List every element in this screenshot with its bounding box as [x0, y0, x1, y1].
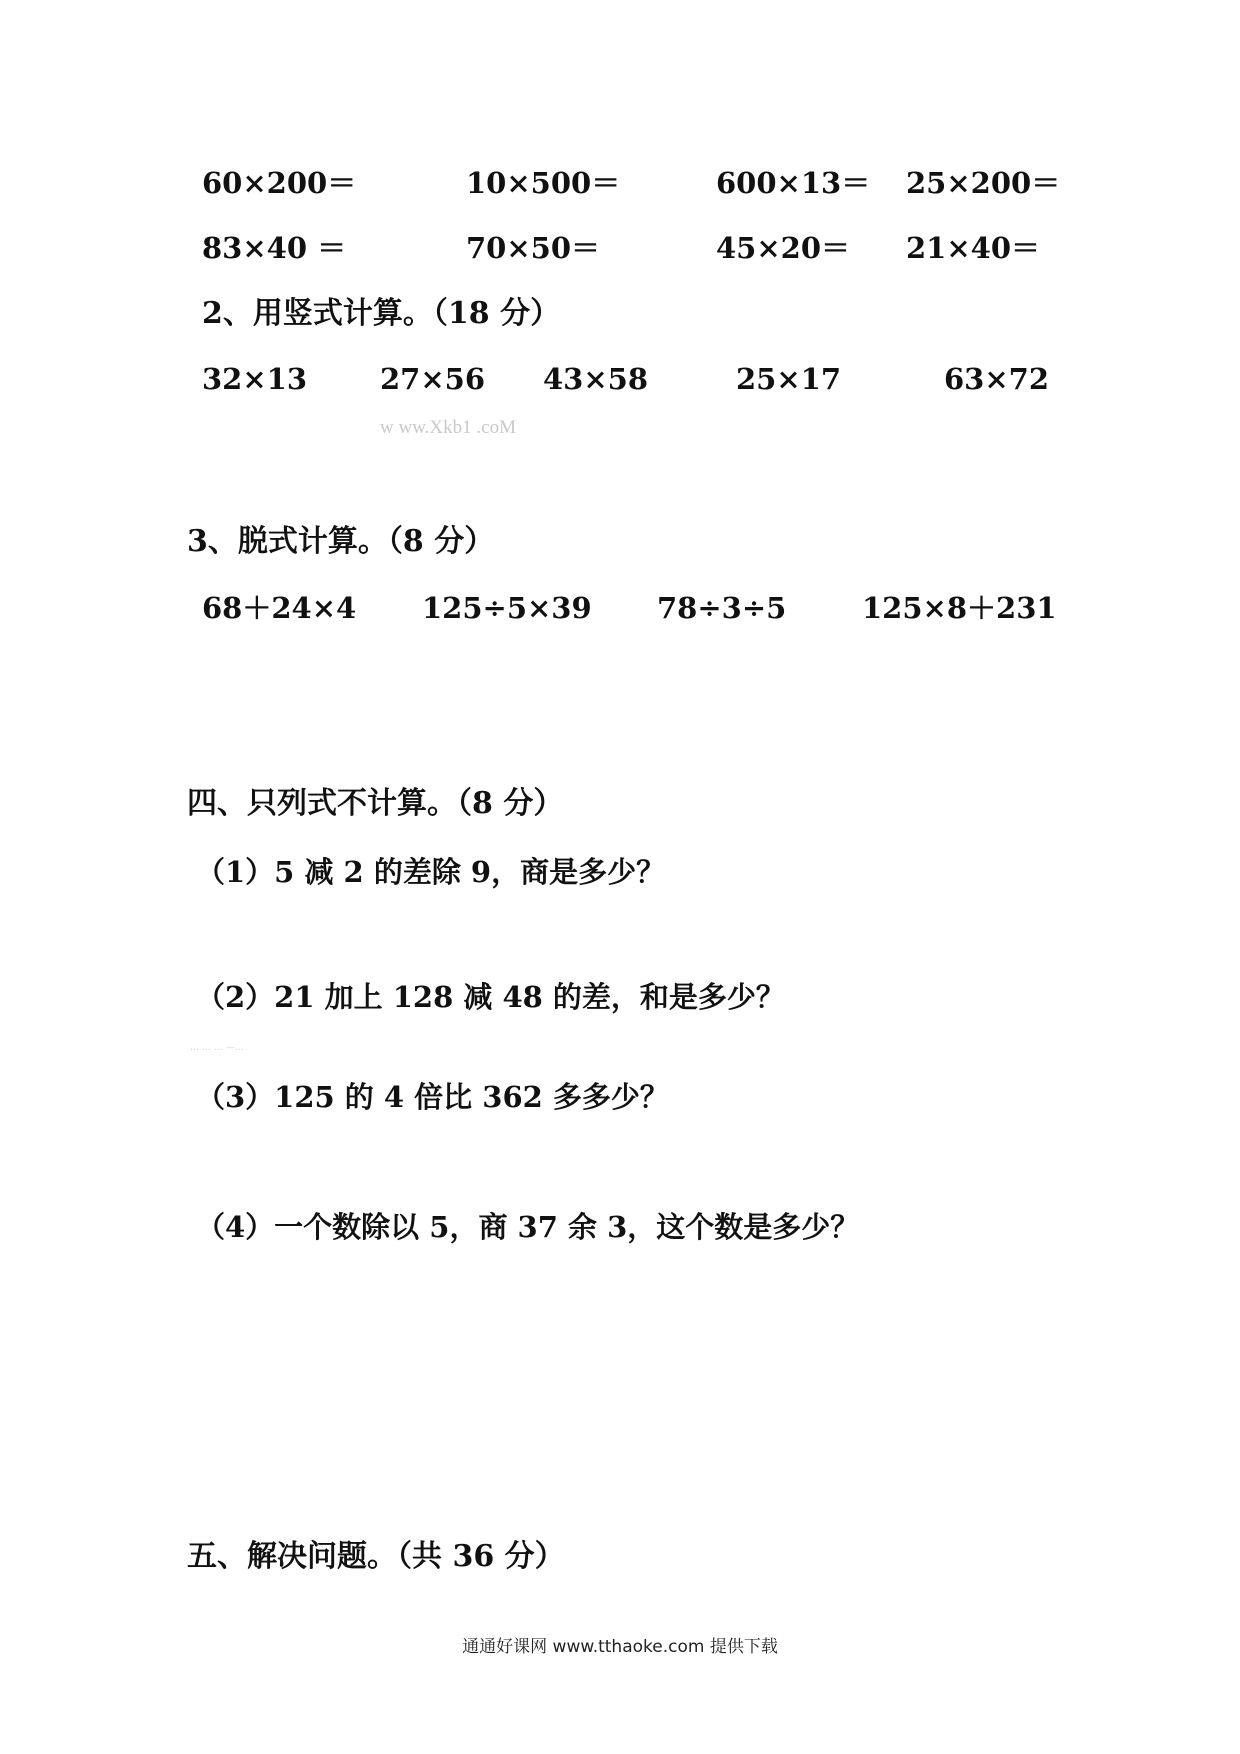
vertical-calc-item-3: 43×58: [543, 362, 649, 396]
oral-calc-r2-c3: 45×20＝: [716, 231, 851, 265]
vertical-calc-item-1: 32×13: [202, 362, 308, 396]
section4-question-1: （1）5 减 2 的差除 9，商是多少？: [196, 855, 666, 889]
section5-heading: 五、解决问题。（共 36 分）: [187, 1539, 565, 1574]
oral-calc-r1-c3: 600×13＝: [716, 166, 871, 200]
oral-calc-r1-c4: 25×200＝: [906, 166, 1061, 200]
vertical-calc-heading: 2、用竖式计算。（18 分）: [202, 296, 561, 331]
oral-calc-r2-c2: 70×50＝: [466, 231, 601, 265]
stepwise-calc-heading: 3、脱式计算。（8 分）: [187, 524, 495, 559]
vertical-calc-item-5: 63×72: [944, 362, 1050, 396]
vertical-calc-item-2: 27×56: [380, 362, 486, 396]
stepwise-calc-item-1: 68＋24×4: [202, 591, 357, 625]
page-footer: 通通好课网 www.tthaoke.com 提供下载: [462, 1637, 778, 1657]
section4-question-3: （3）125 的 4 倍比 362 多多少？: [196, 1080, 669, 1114]
stepwise-calc-item-4: 125×8＋231: [862, 591, 1057, 625]
section4-heading: 四、只列式不计算。（8 分）: [187, 786, 564, 821]
stepwise-calc-item-2: 125÷5×39: [422, 591, 592, 625]
oral-calc-r1-c1: 60×200＝: [202, 166, 357, 200]
faint-mark: … … … —…: [190, 1043, 244, 1053]
section4-question-2: （2）21 加上 128 减 48 的差，和是多少？: [196, 980, 785, 1014]
oral-calc-r2-c1: 83×40 ＝: [202, 231, 347, 265]
stepwise-calc-item-3: 78÷3÷5: [657, 591, 787, 625]
vertical-calc-item-4: 25×17: [736, 362, 842, 396]
section4-question-4: （4）一个数除以 5，商 37 余 3，这个数是多少？: [196, 1210, 860, 1244]
watermark: w ww.Xkb1 .coM: [380, 417, 516, 438]
oral-calc-r1-c2: 10×500＝: [466, 166, 621, 200]
oral-calc-r2-c4: 21×40＝: [906, 231, 1041, 265]
